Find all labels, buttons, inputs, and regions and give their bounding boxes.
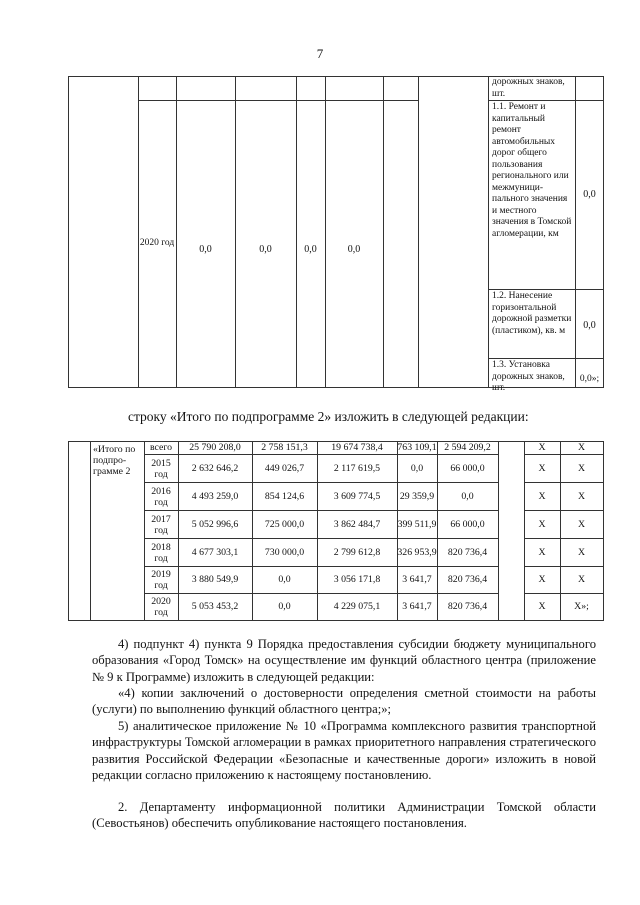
row-x: X — [577, 463, 586, 474]
paragraph-quote-4: «4) копии заключений о достоверности определения сметной стоимости на работы (услуги) по выполнению функций областного центра;»; — [92, 686, 596, 717]
row-x: X»; — [574, 601, 589, 612]
row-value: 0,0 — [278, 574, 291, 585]
row-value: 19 674 738,4 — [331, 442, 383, 453]
row-value: 4 229 075,1 — [333, 601, 381, 612]
row-value: 730 000,0 — [264, 547, 305, 558]
row-year: 2017 год — [151, 514, 171, 536]
row-x: X — [577, 491, 586, 502]
row-value: 3 862 484,7 — [333, 519, 381, 530]
indicator-text: дорожных знаков, шт. — [492, 77, 565, 99]
row-value: 3 641,7 — [402, 601, 432, 612]
row-total: 5 053 453,2 — [191, 601, 239, 612]
row-x: X — [577, 574, 586, 585]
subtotal-label: «Итого по подпро-грамме 2 — [93, 444, 136, 477]
page-number: 7 — [316, 46, 324, 61]
row-year: 2019 год — [151, 569, 171, 591]
row-year: всего — [149, 442, 173, 453]
row-x: X — [538, 601, 546, 612]
paragraph-item-5: 5) аналитическое приложение № 10 «Программа комплексного развития транспортной инфраструктуры Томской агломерации в рамках приоритетного направления стратегического развития Российской Федерации «Безопасные и качественные дороги» изложить в новой редакции согласно приложению к настоящему постановлению. — [92, 719, 596, 782]
row-value: 2 594 209,2 — [444, 442, 491, 453]
row-value: 763 109,1 — [397, 442, 437, 453]
paragraph-item-4: 4) подпункт 4) пункта 9 Порядка предоставления субсидии бюджету муниципального образования «Город Томск» на осуществление им функций областного центра (приложение № 9 к Программе) изложить в следующей редакции: — [92, 637, 596, 684]
row-value: 820 736,4 — [447, 574, 488, 585]
row-total: 5 052 996,6 — [191, 519, 239, 530]
row-value: 326 953,9 — [397, 547, 437, 558]
row-value: 0,0 — [410, 463, 424, 474]
row-year: 2015 год — [151, 458, 171, 480]
row-x: X — [538, 547, 546, 558]
year-cell: 2020 год — [139, 238, 175, 248]
row-total: 3 880 549,9 — [191, 574, 239, 585]
row-year: 2018 год — [151, 542, 171, 564]
value-cell: 0,0 — [304, 244, 317, 255]
row-value: 3 056 171,8 — [333, 574, 381, 585]
row-total: 4 677 303,1 — [191, 547, 239, 558]
value-cell: 0,0 — [199, 244, 212, 255]
row-year: 2016 год — [151, 486, 171, 508]
row-x: X — [577, 547, 586, 558]
row-x: X — [577, 442, 586, 453]
row-value: 2 799 612,8 — [333, 547, 381, 558]
row-x: X — [538, 442, 546, 453]
row-value: 725 000,0 — [264, 519, 305, 530]
subtotal-table — [68, 441, 604, 621]
indicator-value: 0,0»; — [579, 374, 600, 384]
row-value: 29 359,9 — [399, 491, 435, 502]
row-value: 2 758 151,3 — [261, 442, 308, 453]
table-continuation — [68, 76, 604, 393]
indicator-value: 0,0 — [583, 189, 596, 200]
row-value: 449 026,7 — [264, 463, 305, 474]
row-value: 0,0 — [461, 491, 474, 502]
row-value: 820 736,4 — [447, 547, 488, 558]
row-x: X — [538, 463, 546, 474]
row-value: 3 609 774,5 — [333, 491, 381, 502]
row-value: 820 736,4 — [447, 601, 488, 612]
row-value: 66 000,0 — [450, 519, 485, 530]
row-value: 2 117 619,5 — [333, 463, 381, 474]
row-total: 4 493 259,0 — [191, 491, 239, 502]
row-value: 66 000,0 — [450, 463, 485, 474]
indicator-text: 1.2. Нанесение горизонтальной дорожной разметки (пластиком), кв. м — [492, 291, 572, 336]
value-cell: 0,0 — [259, 244, 272, 255]
row-x: X — [538, 519, 546, 530]
row-x: X — [538, 491, 546, 502]
row-value: 3 641,7 — [402, 574, 432, 585]
row-value: 0,0 — [278, 601, 291, 612]
row-value: 854 124,6 — [264, 491, 305, 502]
indicator-text: 1.1. Ремонт и капитальный ремонт автомобильных дорог общего пользования регионального или межмуници-пального значения и местного значения в Томской агломерации, км — [492, 102, 572, 239]
indicator-value: 0,0 — [583, 320, 596, 331]
row-total: 25 790 208,0 — [189, 442, 241, 453]
value-cell: 0,0 — [347, 244, 361, 255]
row-total: 2 632 646,2 — [191, 463, 239, 474]
row-x: X — [538, 574, 546, 585]
row-value: 399 511,9 — [397, 519, 437, 530]
instruction-text: строку «Итого по подпрограмме 2» изложить в следующей редакции: — [128, 409, 529, 424]
row-x: X — [577, 519, 586, 530]
indicator-text: 1.3. Установка дорожных знаков, шт. — [492, 360, 565, 393]
paragraph-item-2: 2. Департаменту информационной политики Администрации Томской области (Севостьянов) обеспечить опубликование настоящего постановления. — [92, 800, 596, 831]
row-year: 2020 год — [151, 596, 171, 618]
